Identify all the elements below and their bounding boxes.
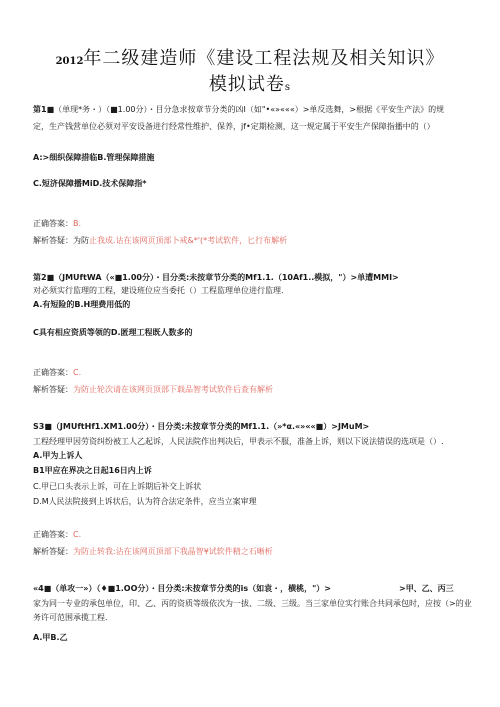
question-3: [33, 420, 473, 508]
question-1-header: [33, 103, 473, 116]
title-sub: 模拟试卷: [208, 74, 285, 95]
analysis-label: 解析答疑：: [33, 385, 73, 395]
question-3-option-b: B1甲应在界决之日起16日内上诉: [33, 466, 152, 476]
answer-value: B.: [73, 219, 82, 228]
question-2-stem: 对必须实行监理的工程，建设班位应当委托（）工程监理单位进行监理.: [33, 286, 284, 296]
analysis-label: 解析答疑：: [33, 547, 73, 557]
question-1-number: 第1■: [33, 105, 55, 114]
question-2-options-cd: C具有相应资质等领的D.匿理工程既人数多的: [33, 328, 193, 337]
question-1-option-line-1: [33, 151, 473, 164]
question-3-option-c: C.甲已口头表示上诉，可在上诉期后补交上诉状: [33, 481, 202, 491]
analysis-link[interactable]: 止我成.诂在该网页顶部卜戒&*'(*考试软件，匕行布解析: [89, 236, 288, 246]
question-1-stem: 定，生产钱营单位必须对平安设备进行经常性维护、保养，jf•定期检测，这一规定属于平安生产保障指播中的（）: [33, 122, 435, 132]
question-2-header: 第2■（JMUftWA（«■1.00分）・目分类:未按章节分类的Mf1.1.（10Af1..模拟，"）>单遭MMI>: [33, 273, 399, 282]
question-4-header: [33, 582, 473, 595]
analysis-label: 解析答疑：为防: [33, 236, 89, 246]
analysis-link[interactable]: 为防止轮次请在该网页顶部下载品智考试软件后查有解析: [73, 385, 273, 395]
question-2: [33, 271, 473, 311]
answer-value: C.: [73, 368, 82, 377]
title-year: 2012: [55, 56, 84, 67]
title-main: 年二级建造师《建设工程法规及相关知识》: [83, 48, 445, 69]
analysis-link[interactable]: 为防止转我:沾在该网页顶部下我晶智¥试软件精之石晰析: [73, 547, 273, 557]
document-title-line1: [0, 44, 500, 70]
question-4-stem-start: >甲、乙、丙三: [398, 584, 454, 593]
answer-value: C.: [73, 530, 82, 539]
answer-label: 正确答案：: [33, 530, 73, 539]
question-1-option-line-2: [33, 177, 473, 190]
question-3-answer: [33, 528, 473, 559]
document-title-line2: [0, 70, 500, 96]
question-1-answer: [33, 217, 473, 248]
answer-label: 正确答案：: [33, 368, 73, 377]
question-3-option-a: A.甲为上诉人: [33, 450, 83, 460]
answer-label: 正确答案：: [33, 219, 73, 228]
question-4-meta: «4■（单攻一»）（♦■1.OO分）・目分类:未按章节分类的is（如袁・，横桃，"）>: [33, 584, 331, 593]
question-3-header: S3■（JMUftHf1.XM1.00分）・目分类:未按章节分类的Mf1.1.（»*α.«»««■）>JMuM>: [33, 422, 370, 431]
question-4-stem: 家为同一专业的承包单位，印、乙、丙的资质等级依次为一拔、二级、三级。当三家单位实行账合共同承包时，应按（>的业务许可范围承揽工程.: [33, 599, 472, 623]
question-1-meta: （单现*务・）（■1.00分）・目分急求按章节分类的凶I（如"•«»«««）>单反选舞，>根据《平安生产法》的规: [54, 105, 445, 114]
question-3-option-d: D.M人民法院接到上诉状后，认为符合法定条件，应当立案审理: [33, 497, 257, 507]
question-3-stem: 工程经理甲因劳资纠纷被工人乙起诉，人民法院作出判决后，甲表示不服，准备上诉，则以下说法错误的选项是（）.: [33, 437, 444, 447]
question-1-options-cd: C.短济保障播MiD.技术保障指*: [33, 179, 147, 188]
title-sub-suffix: s: [284, 82, 292, 93]
question-1: [33, 103, 473, 134]
question-2-options-ab: A.有短险的B.H理费用低的: [33, 299, 131, 309]
question-4-options-ab: A.甲B.乙: [33, 633, 68, 643]
question-2-answer: [33, 366, 473, 397]
question-4: [33, 582, 473, 645]
question-2-option-line-2: [33, 326, 473, 339]
question-1-options-ab: A:>细织保障措临B.管理保障措施: [33, 153, 155, 162]
